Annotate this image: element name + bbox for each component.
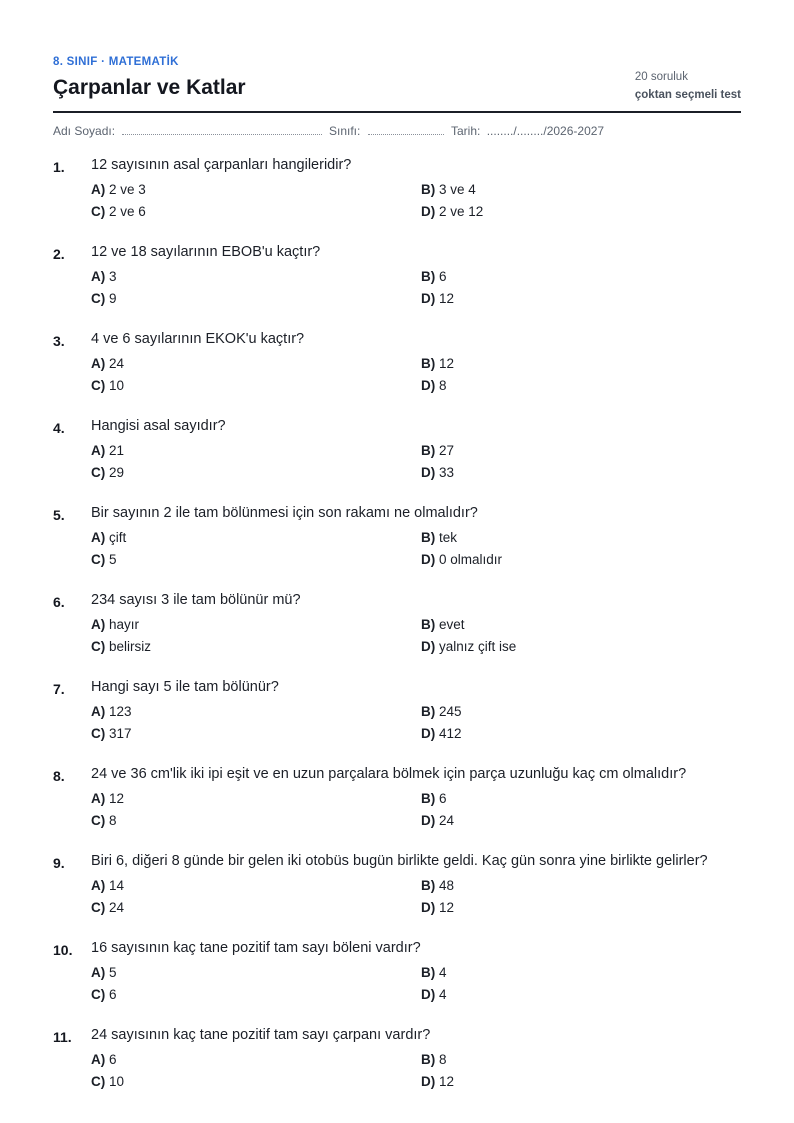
option-letter: D) — [421, 552, 436, 567]
option-letter: B) — [421, 182, 436, 197]
question-number: 10. — [53, 942, 73, 958]
page-title: Çarpanlar ve Katlar — [53, 76, 246, 99]
option-text: 27 — [439, 443, 455, 458]
option-text: 6 — [109, 1052, 117, 1067]
option-text: hayır — [109, 617, 140, 632]
option-letter: C) — [91, 291, 106, 306]
option-d[interactable] — [421, 987, 447, 1002]
option-letter: B) — [421, 791, 436, 806]
option-a[interactable] — [91, 617, 139, 632]
option-c[interactable] — [91, 465, 124, 480]
option-text: 8 — [439, 378, 447, 393]
option-b[interactable] — [421, 1052, 447, 1067]
option-a[interactable] — [91, 182, 146, 197]
option-a[interactable] — [91, 704, 132, 719]
option-letter: B) — [421, 1052, 436, 1067]
question-list — [53, 157, 741, 1114]
question-number: 9. — [53, 855, 65, 871]
question-text: 4 ve 6 sayılarının EKOK'u kaçtır? — [91, 331, 305, 347]
question-item — [53, 853, 741, 940]
option-text: 245 — [439, 704, 462, 719]
option-letter: A) — [91, 878, 106, 893]
option-letter: C) — [91, 987, 106, 1002]
option-text: 14 — [109, 878, 125, 893]
option-text: 48 — [439, 878, 455, 893]
option-d[interactable] — [421, 204, 483, 219]
option-letter: D) — [421, 378, 436, 393]
option-d[interactable] — [421, 552, 502, 567]
class-field[interactable] — [329, 124, 444, 138]
question-text: 12 sayısının asal çarpanları hangileridir? — [91, 157, 352, 173]
option-letter: C) — [91, 552, 106, 567]
question-number: 6. — [53, 594, 65, 610]
option-letter: C) — [91, 1074, 106, 1089]
option-text: 21 — [109, 443, 125, 458]
option-d[interactable] — [421, 726, 462, 741]
question-item — [53, 1027, 741, 1114]
option-letter: D) — [421, 813, 436, 828]
option-d[interactable] — [421, 900, 454, 915]
class-label: Sınıfı: — [329, 124, 361, 138]
option-b[interactable] — [421, 356, 454, 371]
question-text: Hangi sayı 5 ile tam bölünür? — [91, 679, 279, 695]
question-number: 4. — [53, 420, 65, 436]
option-c[interactable] — [91, 987, 117, 1002]
option-text: 6 — [439, 269, 447, 284]
option-text: 12 — [439, 291, 455, 306]
option-b[interactable] — [421, 704, 462, 719]
option-letter: D) — [421, 900, 436, 915]
option-letter: C) — [91, 813, 106, 828]
option-c[interactable] — [91, 378, 124, 393]
option-letter: B) — [421, 617, 436, 632]
question-text: 24 ve 36 cm'lik iki ipi eşit ve en uzun parçalara bölmek için parça uzunluğu kaç cm olmalıdır? — [91, 766, 687, 782]
option-a[interactable] — [91, 965, 117, 980]
option-b[interactable] — [421, 965, 447, 980]
option-a[interactable] — [91, 878, 124, 893]
option-letter: B) — [421, 530, 436, 545]
test-type: çoktan seçmeli test — [634, 89, 741, 101]
option-b[interactable] — [421, 182, 476, 197]
question-item — [53, 157, 741, 244]
option-text: 12 — [439, 900, 455, 915]
option-letter: A) — [91, 617, 106, 632]
test-meta — [635, 71, 741, 101]
name-field[interactable] — [53, 124, 322, 138]
option-b[interactable] — [421, 443, 454, 458]
question-number: 11. — [53, 1029, 72, 1045]
question-item — [53, 766, 741, 853]
option-letter: B) — [421, 704, 436, 719]
option-text: belirsiz — [109, 639, 152, 654]
option-text: 0 olmalıdır — [439, 552, 503, 567]
question-number: 8. — [53, 768, 65, 784]
question-text: 24 sayısının kaç tane pozitif tam sayı çarpanı vardır? — [91, 1027, 431, 1043]
option-c[interactable] — [91, 204, 146, 219]
option-d[interactable] — [421, 465, 454, 480]
option-letter: D) — [421, 639, 436, 654]
option-text: 2 ve 12 — [439, 204, 484, 219]
option-text: 5 — [109, 965, 117, 980]
option-text: 4 — [439, 987, 447, 1002]
option-letter: B) — [421, 878, 436, 893]
option-letter: D) — [421, 726, 436, 741]
option-a[interactable] — [91, 530, 126, 545]
option-d[interactable] — [421, 378, 447, 393]
option-b[interactable] — [421, 269, 447, 284]
date-label: Tarih: — [451, 124, 481, 138]
option-a[interactable] — [91, 1052, 117, 1067]
option-text: 8 — [109, 813, 117, 828]
question-number: 2. — [53, 246, 65, 262]
question-text: Hangisi asal sayıdır? — [91, 418, 226, 434]
option-letter: A) — [91, 1052, 106, 1067]
option-d[interactable] — [421, 813, 454, 828]
option-letter: B) — [421, 965, 436, 980]
question-item — [53, 940, 741, 1027]
option-letter: B) — [421, 269, 436, 284]
option-text: 12 — [109, 791, 125, 806]
date-field[interactable] — [451, 124, 604, 138]
option-b[interactable] — [421, 617, 465, 632]
question-item — [53, 244, 741, 331]
option-text: tek — [439, 530, 458, 545]
option-letter: D) — [421, 1074, 436, 1089]
option-text: 12 — [439, 356, 455, 371]
question-item — [53, 679, 741, 766]
question-number: 1. — [53, 159, 65, 175]
option-text: yalnız çift ise — [439, 639, 517, 654]
option-c[interactable] — [91, 639, 151, 654]
option-d[interactable] — [421, 639, 516, 654]
question-text: 16 sayısının kaç tane pozitif tam sayı böleni vardır? — [91, 940, 421, 956]
option-a[interactable] — [91, 791, 124, 806]
option-a[interactable] — [91, 356, 124, 371]
option-a[interactable] — [91, 443, 124, 458]
option-letter: C) — [91, 204, 106, 219]
option-text: 6 — [109, 987, 117, 1002]
option-c[interactable] — [91, 813, 117, 828]
option-d[interactable] — [421, 291, 454, 306]
option-text: 3 — [109, 269, 117, 284]
option-letter: A) — [91, 965, 106, 980]
question-text: Bir sayının 2 ile tam bölünmesi için son rakamı ne olmalıdır? — [91, 505, 478, 521]
option-text: çift — [109, 530, 127, 545]
option-letter: B) — [421, 443, 436, 458]
option-letter: A) — [91, 269, 106, 284]
question-text: 234 sayısı 3 ile tam bölünür mü? — [91, 592, 301, 608]
option-text: 2 ve 3 — [109, 182, 146, 197]
option-c[interactable] — [91, 1074, 124, 1089]
option-text: 317 — [109, 726, 132, 741]
option-text: 10 — [109, 1074, 125, 1089]
worksheet-header — [53, 54, 741, 113]
question-item — [53, 418, 741, 505]
option-letter: A) — [91, 791, 106, 806]
option-text: evet — [439, 617, 465, 632]
name-label: Adı Soyadı: — [53, 124, 116, 138]
option-text: 5 — [109, 552, 117, 567]
option-text: 12 — [439, 1074, 455, 1089]
question-count: 20 soruluk — [634, 71, 688, 83]
question-number: 7. — [53, 681, 65, 697]
option-letter: C) — [91, 900, 106, 915]
option-text: 24 — [439, 813, 455, 828]
option-text: 2 ve 6 — [109, 204, 146, 219]
option-letter: B) — [421, 356, 436, 371]
option-text: 123 — [109, 704, 132, 719]
option-letter: A) — [91, 443, 106, 458]
option-letter: D) — [421, 987, 436, 1002]
worksheet-page — [53, 0, 741, 1123]
grade-subject: 8. SINIF · MATEMATİK — [53, 56, 179, 68]
option-c[interactable] — [91, 900, 124, 915]
question-item — [53, 592, 741, 679]
option-letter: C) — [91, 639, 106, 654]
question-text: 12 ve 18 sayılarının EBOB'u kaçtır? — [91, 244, 321, 260]
option-letter: D) — [421, 291, 436, 306]
option-text: 29 — [109, 465, 125, 480]
option-c[interactable] — [91, 291, 117, 306]
option-letter: C) — [91, 465, 106, 480]
option-text: 6 — [439, 791, 447, 806]
class-blank[interactable] — [368, 125, 444, 135]
option-letter: A) — [91, 182, 106, 197]
option-d[interactable] — [421, 1074, 454, 1089]
option-text: 4 — [439, 965, 447, 980]
option-c[interactable] — [91, 552, 117, 567]
option-text: 3 ve 4 — [439, 182, 476, 197]
option-text: 24 — [109, 900, 125, 915]
name-blank[interactable] — [122, 125, 322, 135]
option-text: 33 — [439, 465, 455, 480]
option-letter: A) — [91, 356, 106, 371]
option-text: 9 — [109, 291, 117, 306]
option-a[interactable] — [91, 269, 117, 284]
date-value: ......../......../2026-2027 — [486, 124, 605, 138]
question-number: 5. — [53, 507, 65, 523]
option-text: 24 — [109, 356, 125, 371]
option-letter: A) — [91, 704, 106, 719]
option-letter: D) — [421, 465, 436, 480]
option-letter: A) — [91, 530, 106, 545]
question-item — [53, 331, 741, 418]
question-text: Biri 6, diğeri 8 günde bir gelen iki otobüs bugün birlikte geldi. Kaç gün sonra yine birlikte gelirler? — [91, 853, 708, 869]
option-b[interactable] — [421, 878, 454, 893]
option-text: 10 — [109, 378, 125, 393]
option-c[interactable] — [91, 726, 132, 741]
option-b[interactable] — [421, 530, 457, 545]
option-letter: C) — [91, 726, 106, 741]
option-letter: C) — [91, 378, 106, 393]
question-number: 3. — [53, 333, 65, 349]
question-item — [53, 505, 741, 592]
option-letter: D) — [421, 204, 436, 219]
option-text: 8 — [439, 1052, 447, 1067]
option-text: 412 — [439, 726, 462, 741]
option-b[interactable] — [421, 791, 447, 806]
